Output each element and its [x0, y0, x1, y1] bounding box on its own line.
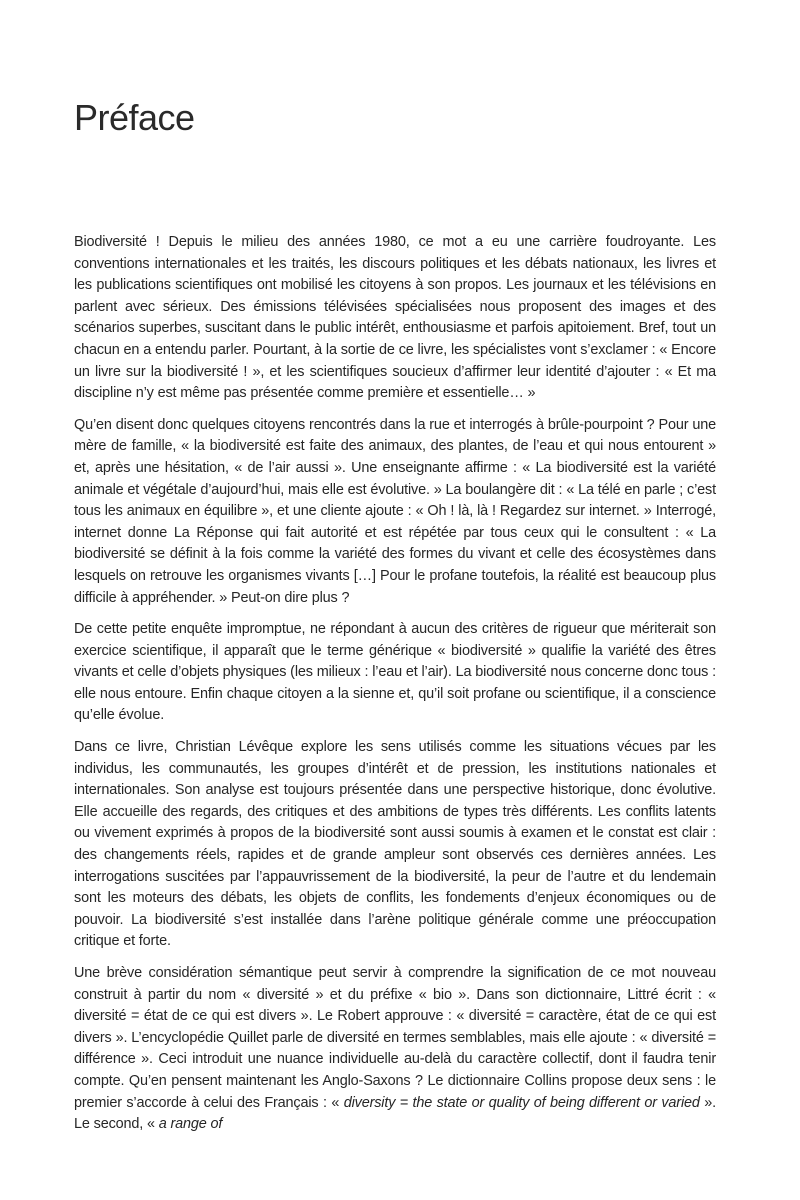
paragraph-last: [74, 963, 716, 1136]
paragraph-text: Une brève considération sémantique peut servir à comprendre la signification de ce mot nouveau construit à partir du nom « diversité » et du préfixe « bio ». Dans son dictionnaire, Littré écrit : « diversité = état de ce qui est divers ». Le Robert approuve : « diversité = caractère, état de ce qui est divers ». L’encyclopédie Quillet parle de diversité en termes semblables, mais elle ajoute : « diversité = différence ». Ceci introduit une nuance individuelle au-delà du caractère collectif, dont il faudra tenir compte. Qu’en pensent maintenant les Anglo-Saxons ? Le dictionnaire Collins propose deux sens : le premier s’accorde à celui des Français :: [74, 965, 716, 1111]
paragraph: Qu’en disent donc quelques citoyens rencontrés dans la rue et interrogés à brûle-pourpoint ? Pour une mère de famille, « la biodiversité est faite des animaux, des plantes, de l’eau et qui nous entourent » et, après une hésitation, « de l’air aussi ». Une enseignante affirme : « La biodiversité est la variété animale et végétale d’aujourd’hui, mais elle est évolutive. » La boulangère dit : « La télé en parle ; c’est tous les animaux en équilibre », et une cliente ajoute : « Oh ! là, là ! Regardez sur internet. » Interrogé, internet donne La Réponse qui fait autorité et est répétée par tous ceux qui le consultent : « La biodiversité se définit à la fois comme la variété des formes du vivant et celle des écosystèmes dans lesquels on retrouve les organismes vivants […] Pour le profane toutefois, la réalité est beaucoup plus difficile à appréhender. » Peut-on dire plus ?: [74, 416, 716, 606]
paragraph: Dans ce livre, Christian Lévêque explore les sens utilisés comme les situations vécues par les individus, les communautés, les groupes d’intérêt et de pression, les institutions nationales et internationales. Son analyse est toujours présentée dans une perspective historique, donc évolutive. Elle accueille des regards, des critiques et des ambitions de types très différents. Les conflits latents ou vivement exprimés à propos de la biodiversité sont aussi soumis à examen et le constat est clair : des changements réels, rapides et de grande ampleur sont observés ces dernières années. Les interrogations suscitées par l’appauvrissement de la biodiversité, la peur de l’autre et du lendemain sont les moteurs des débats, les objets de conflits, les fondements d’enjeux économiques ou de pouvoir. La biodiversité s’est installée dans l’arène politique générale comme une préoccupation critique et forte.: [74, 739, 716, 950]
italic-quote: a range of: [158, 1116, 223, 1133]
body-text: [74, 232, 716, 1146]
quote-mid: ». Le second, «: [74, 1094, 716, 1133]
page-title: Préface: [74, 97, 195, 138]
italic-quote: diversity = the state or quality of being different or varied: [343, 1094, 700, 1111]
paragraph: Biodiversité ! Depuis le milieu des années 1980, ce mot a eu une carrière foudroyante. Les conventions internationales et les traités, les discours politiques et les débats nationaux, les livres et les publications scientifiques ont mobilisé les citoyens à son propos. Les journaux et les télévisions en parlent avec sérieux. Des émissions télévisées spécialisées nous proposent des images et des scénarios superbes, suscitant dans le public intérêt, enthousiasme et parfois apitoiement. Bref, tout un chacun en a entendu parler. Pourtant, à la sortie de ce livre, les spécialistes vont s’exclamer : « Encore un livre sur la biodiversité ! », et les scientifiques soucieux d’affirmer leur identité d’ajouter : « Et ma discipline n’y est même pas présentée comme première et essentielle… »: [74, 234, 716, 402]
paragraph: De cette petite enquête impromptue, ne répondant à aucun des critères de rigueur que mériterait son exercice scientifique, il apparaît que le terme générique « biodiversité » qualifie la variété des êtres vivants et celle d’objets physiques (les milieux : l’eau et l’air). La biodiversité nous concerne donc tous : elle nous entoure. Enfin chaque citoyen a la sienne et, qu’il soit profane ou scientifique, il a conscience qu’elle évolue.: [74, 621, 716, 724]
quote-open: «: [331, 1094, 344, 1111]
